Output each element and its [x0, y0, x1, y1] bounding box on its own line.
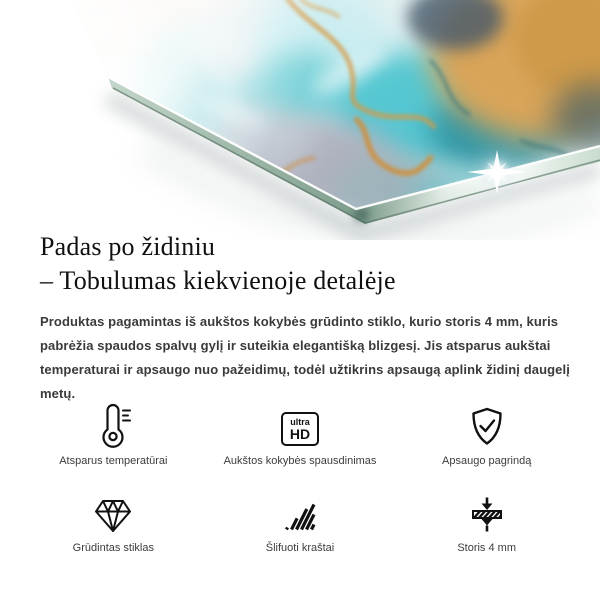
- feature-tempered-glass: [20, 483, 207, 554]
- product-copy: [40, 230, 572, 406]
- ultra-hd-icon-text-top: ultra: [290, 416, 310, 427]
- thermometer-icon: [92, 402, 134, 448]
- glass-hearth-pad-photo: [0, 0, 600, 240]
- marble-glass-panel-image: [0, 0, 600, 240]
- diamond-icon: [92, 497, 134, 535]
- feature-heat-resistant: [20, 396, 207, 467]
- feature-grid: [20, 396, 580, 554]
- thickness-icon: [467, 495, 507, 535]
- feature-label: Grūdintas stiklas: [72, 542, 154, 554]
- page-title: [40, 230, 572, 298]
- feature-polished-edges: [207, 483, 394, 554]
- feature-thickness-4mm: [393, 483, 580, 554]
- page-title-line2: – Tobulumas kiekvienoje detalėje: [40, 266, 396, 295]
- feature-label: Storis 4 mm: [457, 542, 516, 554]
- product-description: Produktas pagamintas iš aukštos kokybės grūdinto stiklo, kurio storis 4 mm, kuris pabrėžia spaudos spalvų gylį ir suteikia elegantišką blizgesį. Jis atsparus aukštai temperaturai ir apsaugo nuo pažeidimų, todėl užtikrins apsaugą aplink židinį daugelį metų.: [40, 314, 570, 401]
- feature-ultra-hd-print: [207, 396, 394, 467]
- ultra-hd-icon: [281, 412, 319, 446]
- polished-edges-icon: [280, 495, 320, 535]
- feature-label: Aukštos kokybės spausdinimas: [223, 455, 377, 467]
- ultra-hd-icon-text-bottom: HD: [289, 425, 311, 442]
- feature-protects-base: [393, 396, 580, 467]
- shield-check-icon: [467, 406, 507, 448]
- page-title-line1: Padas po židiniu: [40, 232, 216, 261]
- feature-label: Šlifuoti kraštai: [265, 542, 335, 554]
- feature-label: Apsaugo pagrindą: [442, 455, 532, 467]
- feature-label: Atsparus temperatūrai: [59, 455, 168, 467]
